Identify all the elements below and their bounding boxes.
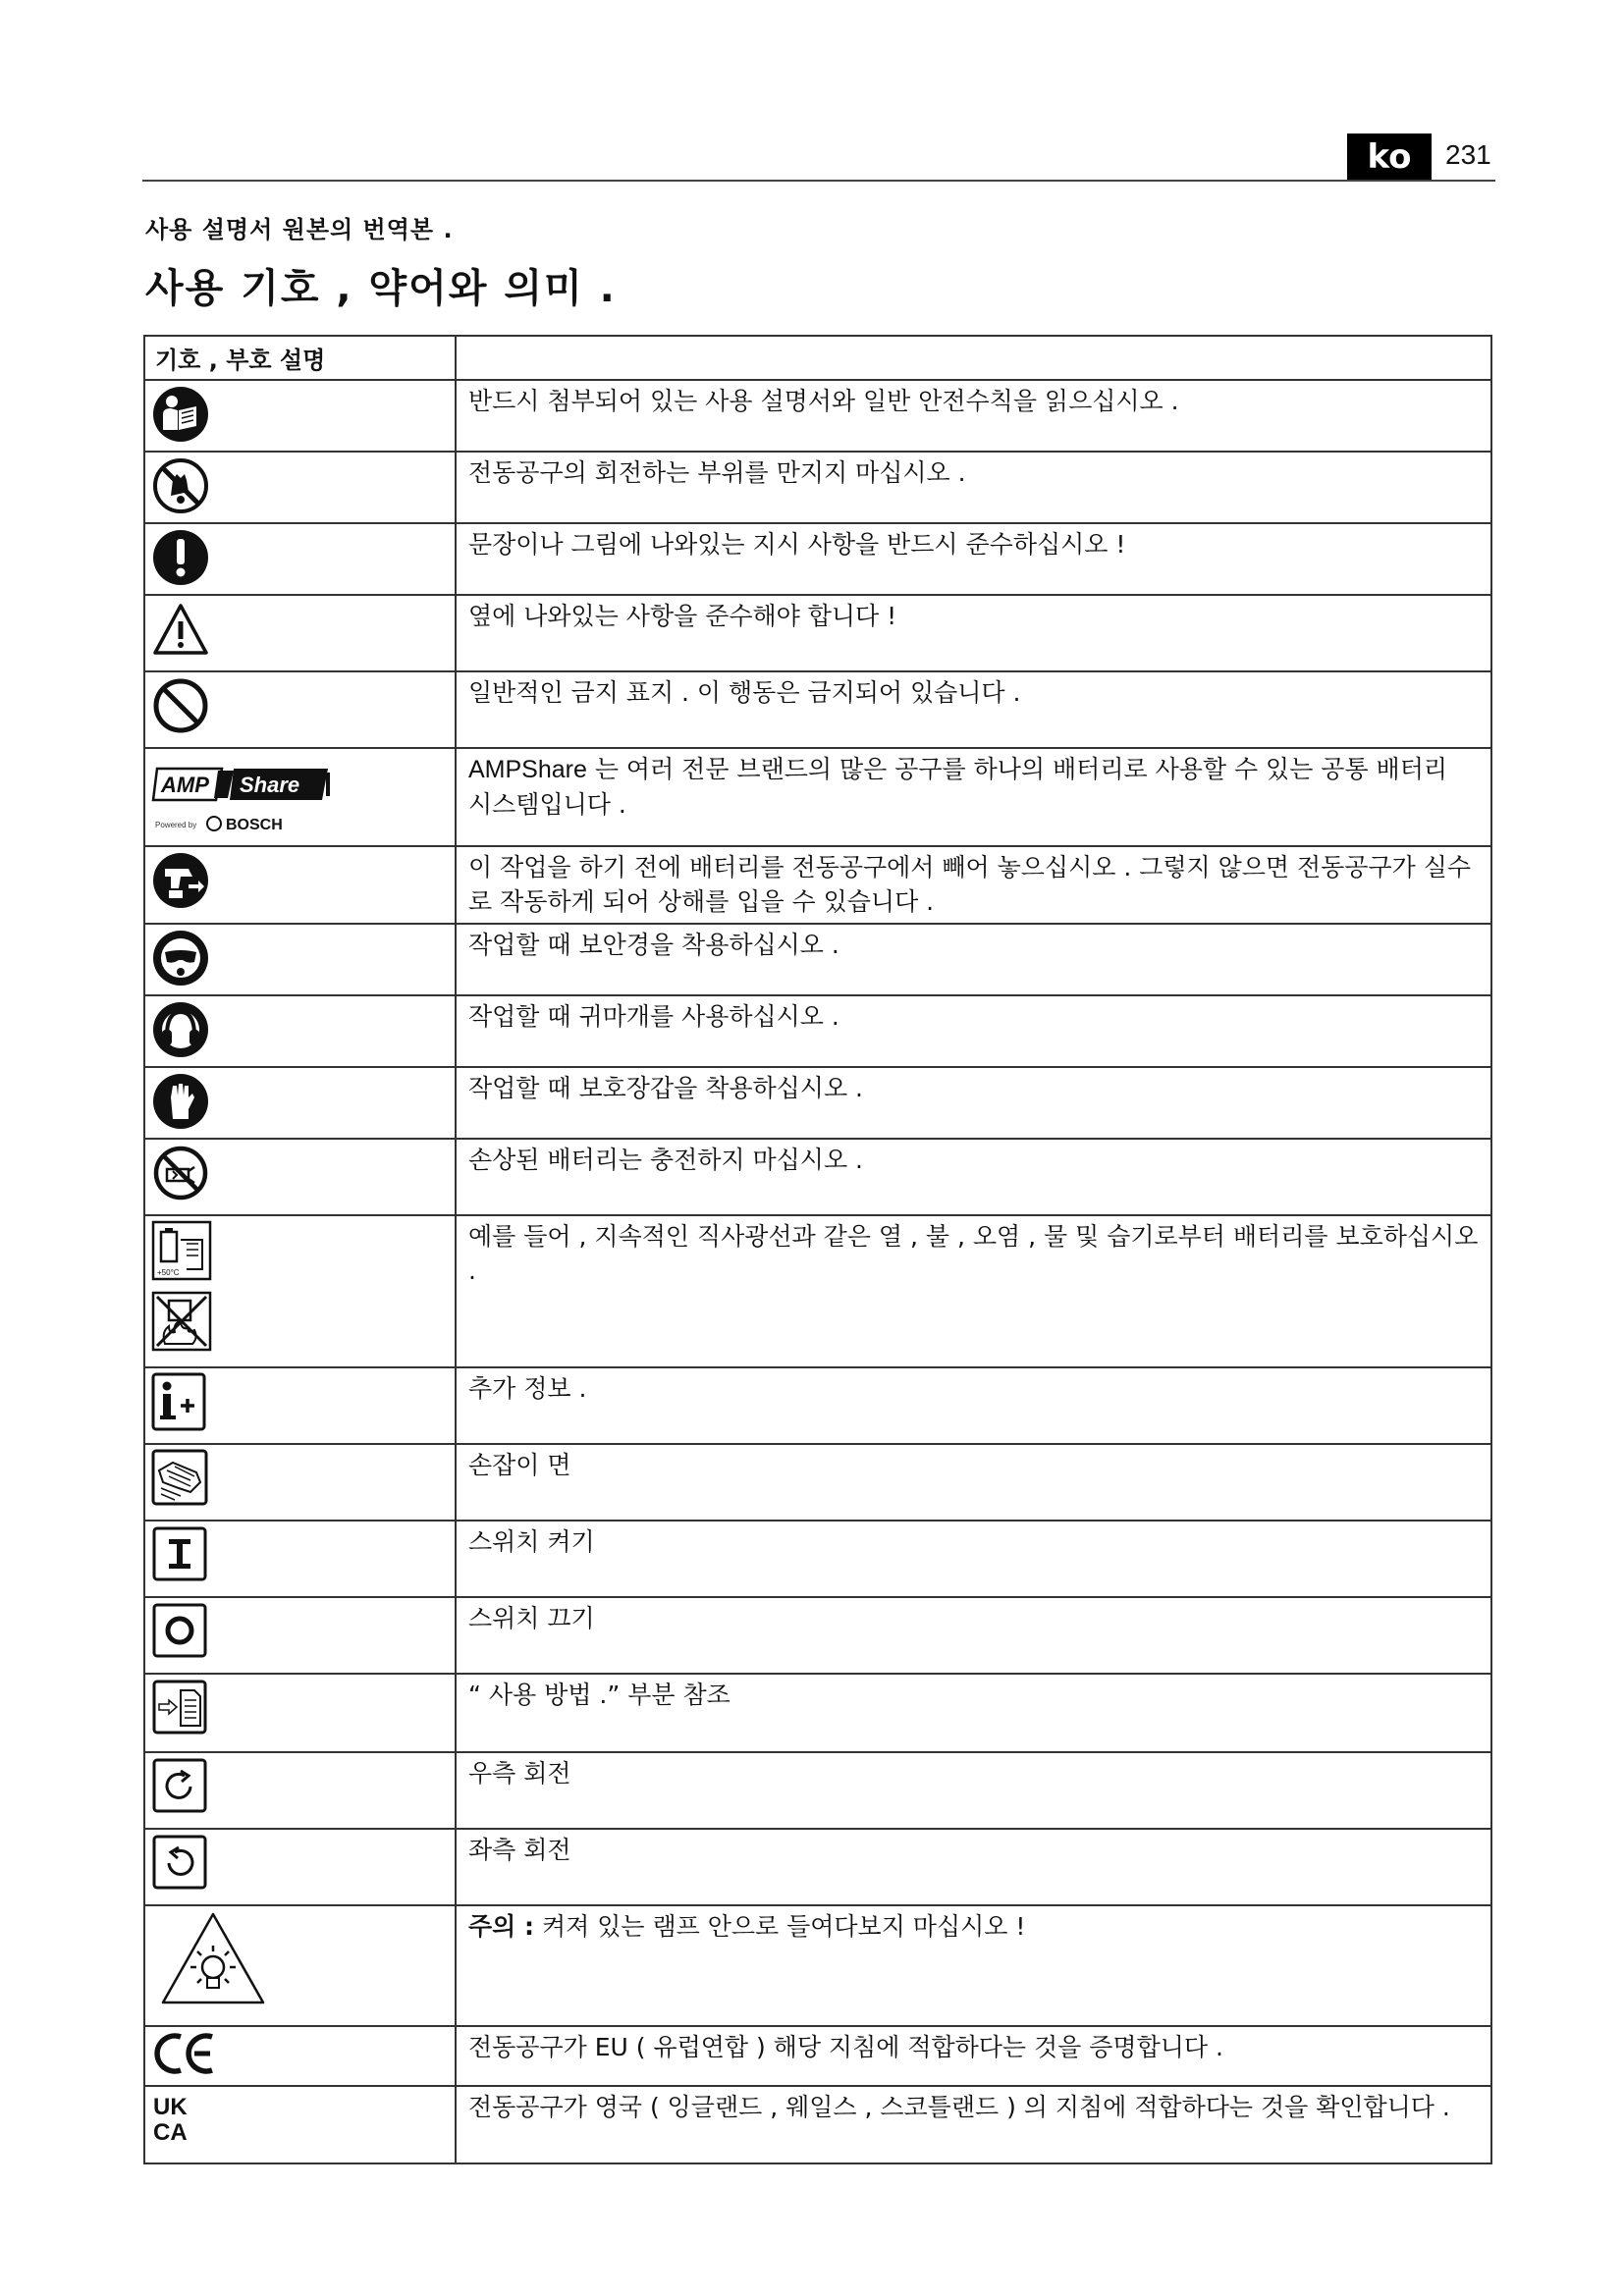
uk-text: UK xyxy=(153,2094,188,2120)
document-subtitle: 사용 설명서 원본의 번역본 . xyxy=(145,216,454,243)
warning-triangle-icon xyxy=(151,600,210,659)
row-text: 좌측 회전 xyxy=(456,1829,1491,1905)
row-text: 전동공구가 EU ( 유럽연합 ) 해당 지침에 적합하다는 것을 증명합니다 . xyxy=(456,2026,1491,2086)
table-row xyxy=(144,523,1491,595)
battery-heat-icon xyxy=(151,1220,212,1281)
row-text: 일반적인 금지 표지 . 이 행동은 금지되어 있습니다 . xyxy=(456,671,1491,748)
row-text: 추가 정보 . xyxy=(456,1367,1491,1444)
table-row xyxy=(144,380,1491,452)
table-row xyxy=(144,1444,1491,1521)
row-text: 문장이나 그림에 나와있는 지시 사항을 반드시 준수하십시오 ! xyxy=(456,523,1491,595)
ear-protection-icon xyxy=(151,1000,210,1059)
row-text: 는 여러 전문 브랜드의 많은 공구를 하나의 배터리로 사용할 수 있는 공통 배터리 시스템입니다 . xyxy=(468,755,1448,819)
row-text: 손상된 배터리는 충전하지 마십시오 . xyxy=(456,1139,1491,1215)
bosch-text: BOSCH xyxy=(226,817,283,833)
grip-surface-icon xyxy=(151,1449,208,1506)
switch-off-icon xyxy=(151,1602,208,1659)
header-divider xyxy=(142,180,1495,182)
table-row xyxy=(144,1597,1491,1674)
ampshare-logo-icon xyxy=(151,753,338,839)
table-row xyxy=(144,1521,1491,1597)
protective-gloves-icon xyxy=(151,1072,210,1131)
header-symbol-col: 기호 , 부호 설명 xyxy=(144,336,456,380)
read-manual-icon xyxy=(151,385,210,444)
row-text: 스위치 끄기 xyxy=(456,1597,1491,1674)
row-text: 전동공구가 영국 ( 잉글랜드 , 웨일스 , 스코틀랜드 ) 의 지침에 적합하다는 것을 확인합니다 . xyxy=(456,2086,1491,2163)
document-title: 사용 기호 , 약어와 의미 . xyxy=(145,266,617,311)
table-row xyxy=(144,748,1491,846)
table-row xyxy=(144,924,1491,995)
language-badge: ko xyxy=(1347,133,1432,181)
lamp-warning-icon xyxy=(159,1910,267,2008)
table-row xyxy=(144,995,1491,1067)
table-row xyxy=(144,1215,1491,1367)
rotate-left-icon xyxy=(151,1834,208,1891)
table-header-row xyxy=(144,336,1491,380)
prohibition-icon xyxy=(151,676,210,735)
share-text: Share xyxy=(240,773,300,797)
table-row xyxy=(144,846,1491,924)
ce-mark-icon xyxy=(151,2031,220,2076)
table-row xyxy=(144,595,1491,671)
ampshare-label: AMPShare xyxy=(468,756,587,783)
symbols-table xyxy=(143,335,1492,2164)
amp-text: AMP xyxy=(161,773,209,797)
row-text: 옆에 나와있는 사항을 준수해야 합니다 ! xyxy=(456,595,1491,671)
row-text: 예를 들어 , 지속적인 직사광선과 같은 열 , 불 , 오염 , 물 및 습기로부터 배터리를 보호하십시오 . xyxy=(456,1215,1491,1367)
ukca-mark-icon xyxy=(151,2091,206,2146)
remove-battery-icon xyxy=(151,851,210,910)
row-text: 손잡이 면 xyxy=(456,1444,1491,1521)
table-row xyxy=(144,452,1491,523)
caution-label: 주의 : xyxy=(468,1912,535,1941)
powered-by-text: Powered by xyxy=(155,821,197,829)
row-text: 작업할 때 귀마개를 사용하십시오 . xyxy=(456,995,1491,1067)
row-text: 작업할 때 보호장갑을 착용하십시오 . xyxy=(456,1067,1491,1139)
safety-goggles-icon xyxy=(151,929,210,988)
row-text: 스위치 켜기 xyxy=(456,1521,1491,1597)
additional-info-icon xyxy=(151,1372,206,1431)
no-charge-damaged-battery-icon xyxy=(151,1144,210,1202)
row-text: 전동공구의 회전하는 부위를 만지지 마십시오 . xyxy=(456,452,1491,523)
rotate-right-icon xyxy=(151,1757,208,1814)
table-row xyxy=(144,1905,1491,2026)
row-text: 켜져 있는 램프 안으로 들여다보지 마십시오 ! xyxy=(534,1912,1026,1941)
row-text: “ 사용 방법 .” 부분 참조 xyxy=(456,1674,1491,1752)
temperature-label: +50°C xyxy=(157,1268,180,1277)
see-section-icon xyxy=(151,1679,208,1735)
table-row xyxy=(144,1139,1491,1215)
page-number: 231 xyxy=(1445,139,1491,170)
row-text: 이 작업을 하기 전에 배터리를 전동공구에서 빼어 놓으십시오 . 그렇지 않으면 전동공구가 실수로 작동하게 되어 상해를 입을 수 있습니다 . xyxy=(456,846,1491,924)
header-description-col xyxy=(456,336,1491,380)
no-touch-rotating-icon xyxy=(151,456,210,515)
row-text: 작업할 때 보안경을 착용하십시오 . xyxy=(456,924,1491,995)
table-row xyxy=(144,1067,1491,1139)
row-text: 반드시 첨부되어 있는 사용 설명서와 일반 안전수칙을 읽으십시오 . xyxy=(456,380,1491,452)
table-row xyxy=(144,2086,1491,2163)
table-row xyxy=(144,1752,1491,1829)
switch-on-icon xyxy=(151,1525,208,1582)
table-row xyxy=(144,1367,1491,1444)
mandatory-exclamation-icon xyxy=(151,528,210,587)
table-row xyxy=(144,671,1491,748)
ca-text: CA xyxy=(153,2119,188,2146)
table-row xyxy=(144,1674,1491,1752)
row-text: 우측 회전 xyxy=(456,1752,1491,1829)
table-row xyxy=(144,2026,1491,2086)
table-row xyxy=(144,1829,1491,1905)
battery-fire-icon xyxy=(151,1291,212,1352)
